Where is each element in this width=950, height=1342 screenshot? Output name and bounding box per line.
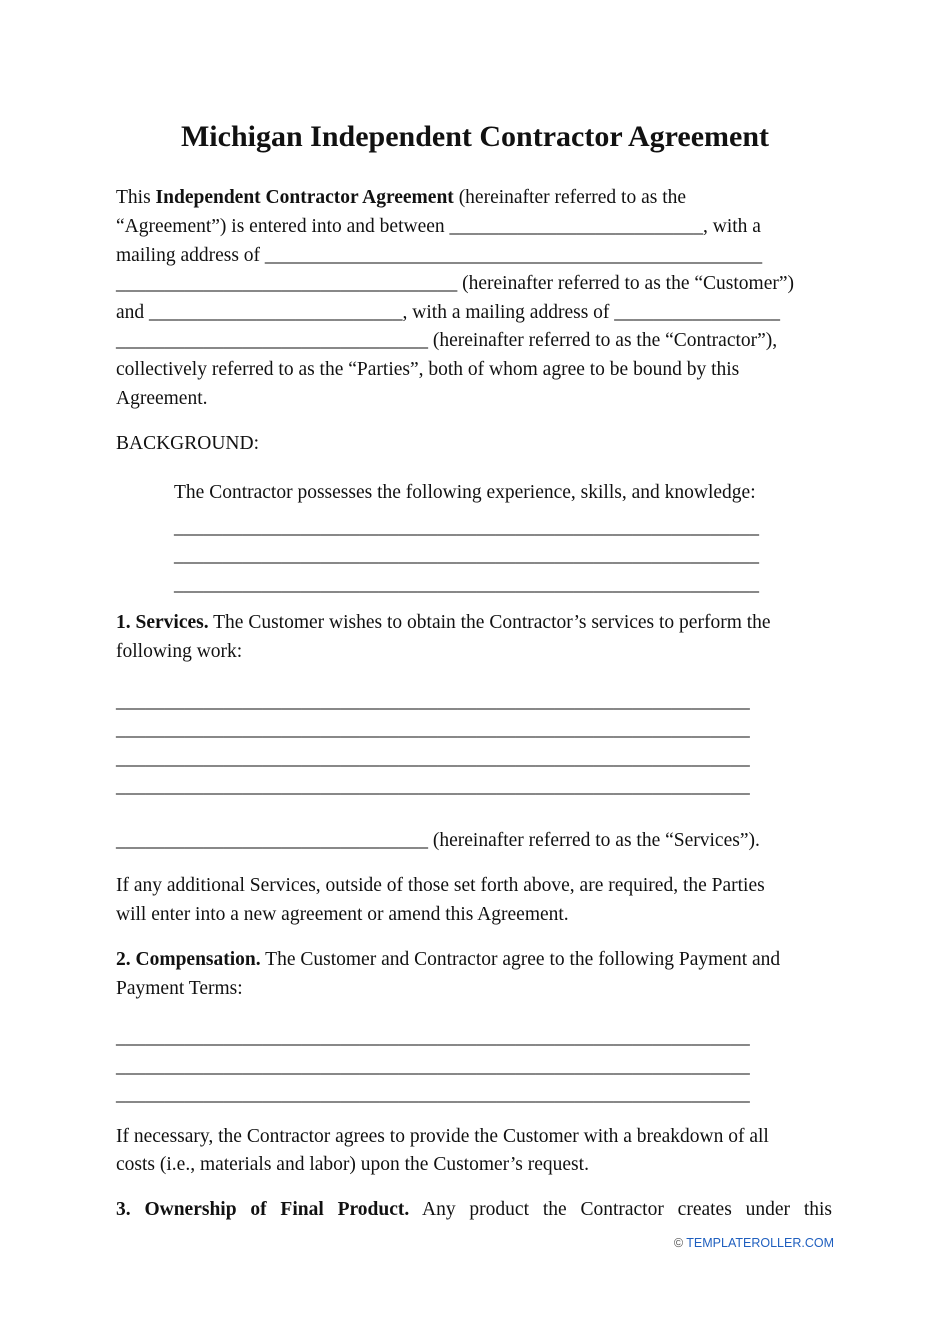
background-blank-line: ____________________________________________________________: [174, 517, 759, 538]
breakdown-line-2: costs (i.e., materials and labor) upon the Customer’s request.: [116, 1154, 589, 1175]
background-heading: BACKGROUND:: [116, 433, 260, 454]
services-blank-line: _________________________________________________________________: [116, 776, 750, 797]
services-blank-line: _________________________________________________________________: [116, 748, 750, 769]
compensation-blank-line: _________________________________________________________________: [116, 1056, 750, 1077]
additional-services-line-1: If any additional Services, outside of those set forth above, are required, the Parties: [116, 875, 765, 896]
intro-line-5: and __________________________, with a mailing address of _________________: [116, 302, 781, 323]
intro-line-2: “Agreement”) is entered into and between __________________________, with a: [116, 216, 761, 237]
intro-line-1: [116, 184, 686, 212]
background-blank-line: ____________________________________________________________: [174, 574, 759, 595]
intro-line-3: mailing address of ___________________________________________________: [116, 245, 763, 266]
section-title: 1. Services.: [116, 612, 209, 633]
copyright-symbol: ©: [673, 1236, 687, 1250]
intro-line-7: collectively referred to as the “Parties”, both of whom agree to be bound by this: [116, 359, 740, 380]
compensation-text: The Customer and Contractor agree to the following Payment and: [260, 949, 781, 970]
services-line-2: following work:: [116, 641, 243, 662]
services-blank-line: _________________________________________________________________: [116, 719, 750, 740]
breakdown-line-1: If necessary, the Contractor agrees to provide the Customer with a breakdown of all: [116, 1126, 769, 1147]
intro-line-6: ________________________________ (hereinafter referred to as the “Contractor”),: [116, 330, 778, 351]
document-title: Michigan Independent Contractor Agreement: [180, 120, 770, 153]
templateroller-link[interactable]: TEMPLATEROLLER.COM: [686, 1236, 834, 1250]
compensation-blank-line: _________________________________________________________________: [116, 1084, 750, 1105]
section-title: 2. Compensation.: [116, 949, 261, 970]
footer-copyright: [674, 1234, 834, 1252]
compensation-line-2: Payment Terms:: [116, 978, 243, 999]
intro-text: This: [116, 187, 156, 208]
ownership-line-1: [116, 1196, 832, 1224]
services-text: The Customer wishes to obtain the Contractor’s services to perform the: [208, 612, 771, 633]
intro-line-8: Agreement.: [116, 388, 208, 409]
background-blank-line: ____________________________________________________________: [174, 545, 759, 566]
ownership-text: Any product the Contractor creates under this: [409, 1199, 832, 1220]
background-text: The Contractor possesses the following experience, skills, and knowledge:: [174, 482, 756, 503]
services-blank-line: _________________________________________________________________: [116, 691, 750, 712]
services-line-1: [116, 609, 771, 637]
intro-line-4: ___________________________________ (hereinafter referred to as the “Customer”): [116, 273, 794, 294]
services-last-line: ________________________________ (hereinafter referred to as the “Services”).: [116, 830, 760, 851]
section-title: 3. Ownership of Final Product.: [116, 1199, 410, 1220]
compensation-blank-line: _________________________________________________________________: [116, 1027, 750, 1048]
compensation-line-1: [116, 946, 780, 974]
additional-services-line-2: will enter into a new agreement or amend this Agreement.: [116, 904, 569, 925]
intro-text: (hereinafter referred to as the: [453, 187, 687, 208]
agreement-name: Independent Contractor Agreement: [155, 187, 454, 208]
